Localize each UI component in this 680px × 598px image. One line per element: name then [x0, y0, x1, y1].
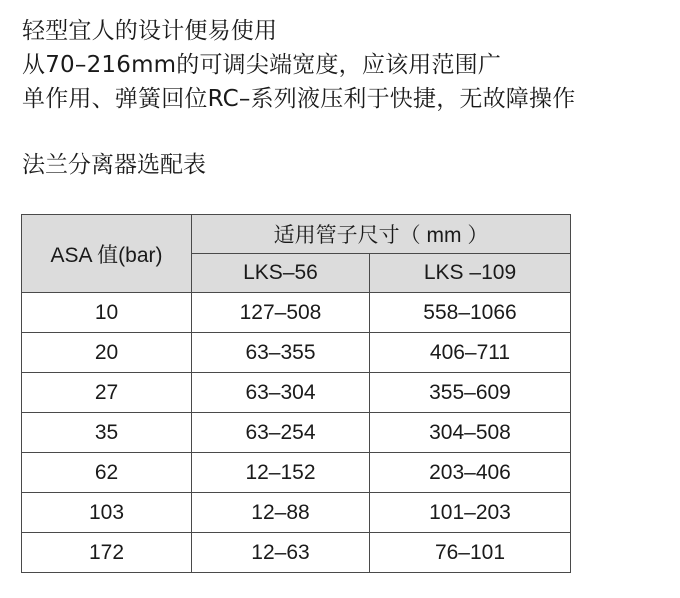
cell-asa: 172 — [22, 533, 192, 573]
cell-model-b: 406–711 — [370, 333, 571, 373]
cell-model-b: 558–1066 — [370, 293, 571, 333]
table-row — [22, 373, 571, 413]
cell-asa: 103 — [22, 493, 192, 533]
cell-model-a: 12–152 — [192, 453, 370, 493]
cell-asa: 62 — [22, 453, 192, 493]
intro-text — [22, 14, 672, 116]
cell-model-b: 304–508 — [370, 413, 571, 453]
cell-model-b: 76–101 — [370, 533, 571, 573]
intro-line-3: 单作用、弹簧回位RC–系列液压利于快捷，无故障操作 — [22, 86, 576, 112]
cell-asa: 10 — [22, 293, 192, 333]
table-body — [22, 293, 571, 573]
table-row — [22, 453, 571, 493]
cell-model-a: 63–254 — [192, 413, 370, 453]
cell-model-a: 12–63 — [192, 533, 370, 573]
table-row — [22, 293, 571, 333]
header-asa: ASA 值(bar) — [22, 215, 192, 293]
header-row-1 — [22, 215, 571, 254]
cell-model-a: 127–508 — [192, 293, 370, 333]
table-header — [22, 215, 571, 293]
intro-line-1: 轻型宜人的设计便易使用 — [22, 18, 278, 44]
cell-model-b: 203–406 — [370, 453, 571, 493]
table-row — [22, 333, 571, 373]
table-row — [22, 413, 571, 453]
header-model-b: LKS –109 — [370, 254, 571, 293]
flange-spreader-table — [21, 214, 571, 573]
header-pipe-size: 适用管子尺寸（ mm ） — [192, 215, 571, 254]
table-row — [22, 533, 571, 573]
cell-asa: 20 — [22, 333, 192, 373]
cell-model-a: 63–304 — [192, 373, 370, 413]
table-row — [22, 493, 571, 533]
cell-asa: 35 — [22, 413, 192, 453]
table-title: 法兰分离器选配表 — [22, 152, 206, 178]
cell-model-a: 12–88 — [192, 493, 370, 533]
cell-model-a: 63–355 — [192, 333, 370, 373]
header-model-a: LKS–56 — [192, 254, 370, 293]
cell-model-b: 101–203 — [370, 493, 571, 533]
intro-line-2: 从70–216mm的可调尖端宽度，应该用范围广 — [22, 52, 502, 78]
cell-asa: 27 — [22, 373, 192, 413]
cell-model-b: 355–609 — [370, 373, 571, 413]
